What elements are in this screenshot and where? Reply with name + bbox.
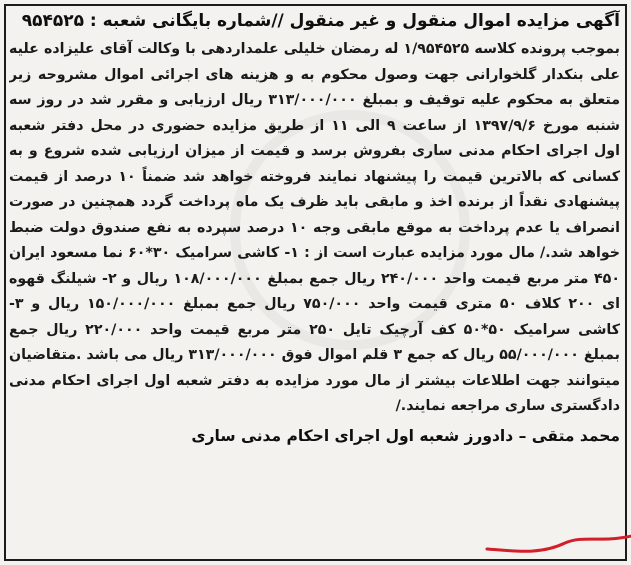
notice-signature: محمد متقی – دادورز شعبه اول اجرای احکام مدنی ساری: [191, 426, 620, 445]
notice-body: بموجب پرونده کلاسه ۱/۹۵۴۵۲۵ له رمضان خلیلی علمداردهی با وکالت آقای علیزاده علیه علی بنکدار گلخوارانی جهت وصول محکوم به و هزینه های اجرائی اموال مشروحه زیر متعلق به محکوم علیه توقیف و بمبلغ ۳۱۳/۰۰۰/۰۰۰ ریال ارزیابی و مقرر شد در روز سه شنبه مورخ ۱۳۹۷/۹/۶ از ساعت ۹ الی ۱۱ از طریق مزایده حضوری در محل دفتر شعبه اول اجرای احکام مدنی ساری بفروش برسد و قیمت از میزان ارزیابی شده شروع و به کسانی که بالاترین قیمت را پیشنهاد نمایند فروخته خواهد شد ضمناً ۱۰ درصد از قیمت پیشنهادی نقداً از برنده اخذ و مابقی باید ظرف یک ماه پرداخت گردد همچنین در صورت انصراف یا عدم پرداخت به موقع مابقی وجه ۱۰ درصد سپرده به نفع صندوق دولت ضبط خواهد شد./ مال مورد مزایده عبارت است از : ۱- کاشی سرامیک ۳۰*۶۰ نما مسعود ایران ۴۵۰ متر مربع قیمت واحد ۲۴۰/۰۰۰ ریال جمع بمبلغ ۱۰۸/۰۰۰/۰۰۰ ریال و ۲- شیلنگ قهوه ای ۲۰۰ کلاف ۵۰ متری قیمت واحد ۷۵۰/۰۰۰ ریال جمع بمبلغ ۱۵۰/۰۰۰/۰۰۰ ریال و ۳- کاشی سرامیک ۵۰*۵۰ کف آرچیک تایل ۲۵۰ متر مربع قیمت واحد ۲۲۰/۰۰۰ ریال جمع بمبلغ ۵۵/۰۰۰/۰۰۰ ریال که جمع ۳ قلم اموال فوق ۳۱۳/۰۰۰/۰۰۰ ریال می باشد .متقاضیان میتوانند جهت اطلاعات بیشتر از مال مورد مزایده به دفتر شعبه اول اجرای احکام مدنی دادگستری ساری مراجعه نمایند./: [9, 41, 620, 414]
auction-notice: [9, 8, 620, 559]
notice-title: آگهی مزایده اموال منقول و غیر منقول //شماره بایگانی شعبه : ۹۵۴۵۲۵: [21, 11, 620, 31]
